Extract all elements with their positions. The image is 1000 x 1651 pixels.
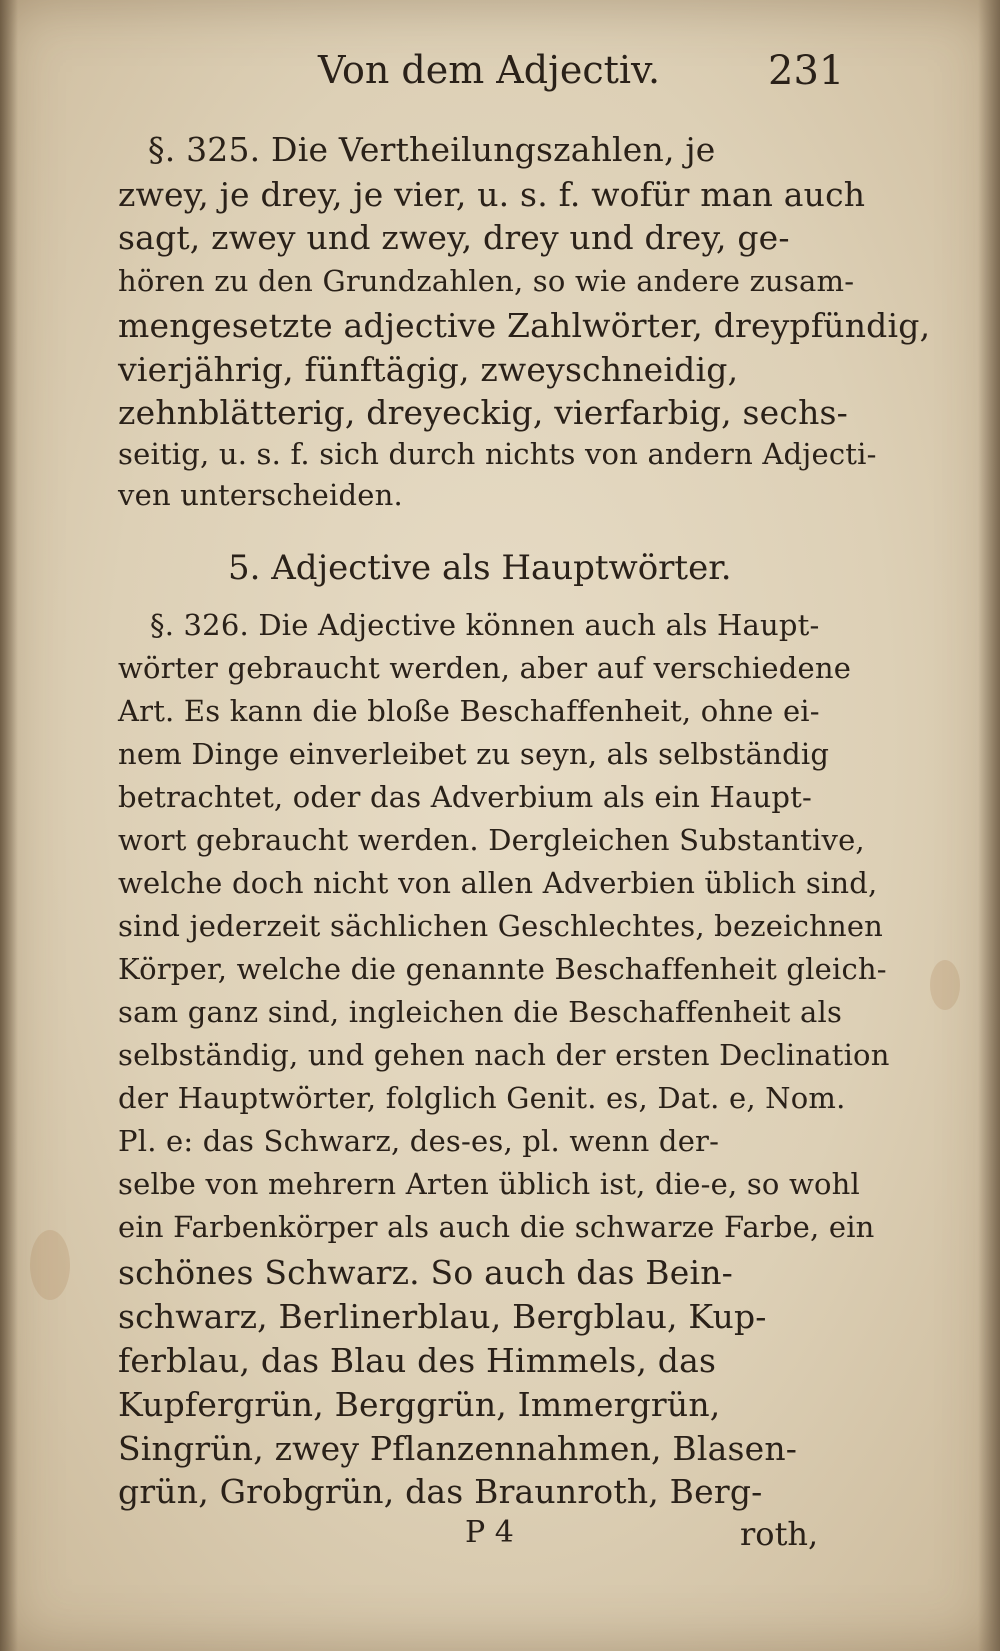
text-line: sagt, zwey und zwey, drey und drey, ge- [118,218,790,257]
signature-mark: P 4 [465,1515,514,1550]
text-line: mengesetzte adjective Zahlwörter, dreypfündig, [118,306,931,345]
text-line: schwarz, Berlinerblau, Bergblau, Kup- [118,1297,767,1336]
text-line: betrachtet, oder das Adverbium als ein Haupt- [118,780,812,814]
text-line: Kupfergrün, Berggrün, Immergrün, [118,1385,721,1424]
text-line: wörter gebraucht werden, aber auf verschiedene [118,651,852,685]
catchword: roth, [740,1515,819,1553]
text-line: ein Farbenkörper als auch die schwarze Farbe, ein [118,1210,875,1244]
text-line: sind jederzeit sächlichen Geschlechtes, bezeichnen [118,909,884,943]
text-line: hören zu den Grundzahlen, so wie andere zusam- [118,264,855,298]
text-line: seitig, u. s. f. sich durch nichts von andern Adjecti- [118,437,877,471]
text-line: ven unterscheiden. [118,478,403,512]
paper-stain [930,960,960,1010]
text-line: grün, Grobgrün, das Braunroth, Berg- [118,1472,763,1511]
text-line: zwey, je drey, je vier, u. s. f. wofür man auch [118,175,866,214]
text-line: wort gebraucht werden. Dergleichen Substantive, [118,823,865,857]
text-line: Art. Es kann die bloße Beschaffenheit, ohne ei- [118,694,820,728]
text-line: sam ganz sind, ingleichen die Beschaffenheit als [118,995,843,1029]
text-line: nem Dinge einverleibet zu seyn, als selbständig [118,737,830,771]
running-title: Von dem Adjectiv. [318,48,661,92]
text-line: selbständig, und gehen nach der ersten Declination [118,1038,890,1072]
text-line: ferblau, das Blau des Himmels, das [118,1341,717,1380]
text-line: welche doch nicht von allen Adverbien üblich sind, [118,866,878,900]
page-number: 231 [768,48,845,94]
text-line: Pl. e: das Schwarz, des-es, pl. wenn der- [118,1124,720,1158]
section-heading: 5. Adjective als Hauptwörter. [228,548,732,588]
text-line: Körper, welche die genannte Beschaffenheit gleich- [118,952,887,986]
page-edge-left [0,0,18,1651]
text-line: der Hauptwörter, folglich Genit. es, Dat. e, Nom. [118,1081,846,1115]
paper-stain [30,1230,70,1300]
page-edge-right [978,0,1000,1651]
text-line: Singrün, zwey Pflanzennahmen, Blasen- [118,1429,798,1468]
text-line: §. 325. Die Vertheilungszahlen, je [148,130,716,169]
text-line: selbe von mehrern Arten üblich ist, die-e, so wohl [118,1167,861,1201]
page-header [0,48,1000,96]
text-line: schönes Schwarz. So auch das Bein- [118,1253,734,1292]
text-line: §. 326. Die Adjective können auch als Haupt- [150,608,820,642]
text-line: vierjährig, fünftägig, zweyschneidig, [118,350,739,389]
text-line: zehnblätterig, dreyeckig, vierfarbig, sechs- [118,393,849,432]
